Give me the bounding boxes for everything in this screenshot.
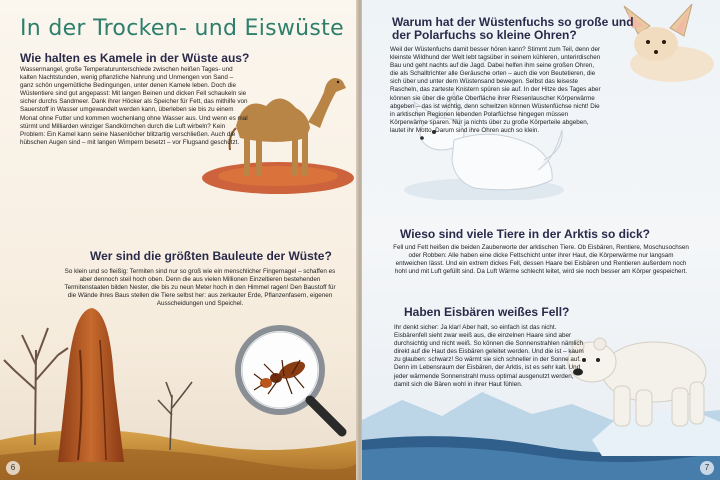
camel-heading: Wie halten es Kamele in der Wüste aus?	[20, 51, 250, 65]
arctic-text: Fell und Fett heißen die beiden Zauberworte der arktischen Tiere. Ob Eisbären, Rentiere, Moschusochsen oder Robben: Alle haben eine dicke Fettschicht unter ihrer Haut, die Körperwärme nur langsam entweichen lässt. Und ein extrem dickes Fell, dessen Haare bei Eisbären und Rentieren außerdem noch hohl und mit Luft gefüllt sind. Da Luft Wärme schlecht leitet, wird sie noch besser am Körper gespeichert.	[393, 244, 689, 276]
right-page	[362, 0, 720, 480]
termite-text: So klein und so fleißig: Termiten sind nur so groß wie ein menschlicher Fingernagel – schaffen es aber dennoch steil hoch oben. Denn die aus vielen Millionen Einzeltieren bestehenden Termitenstaaten bilden Nester, die bis zu neun Meter hoch in den Himmel ragen! Den Baustoff für die Wände ihres Baus stellen die Tiere selbst her: aus zerkauter Erde, Pflanzenfasern, eigenen Ausscheidungen und Speichel.	[64, 268, 336, 308]
savanna-illustration	[0, 290, 358, 480]
page-number-left: 6	[6, 461, 20, 475]
bear-heading: Haben Eisbären weißes Fell?	[404, 305, 570, 319]
polar-bear-illustration	[562, 320, 712, 430]
fox-text: Weil der Wüstenfuchs damit besser hören kann? Stimmt zum Teil, denn der kleinste Wildhund der Welt lebt tagsüber in seinem kühleren, unterirdischen Bau und geht nachts auf die Jagd. Dabei helfen ihm seine großen Ohren, die als Schalltrichter alle Geräusche orten – auch die von Beutetieren, die sich über und unter dem Wüstensand bewegen. Selbst das leiseste Rascheln, das zarteste Knistern spüren sie auf. In der Hitze des Tages aber können sie über die große Oberfläche ihrer Riesenlauscher Körperwärme abgeben – das ist wichtig, denn schwitzen können Wüstenfüchse nicht! Die in arktischen Regionen lebenden Polarfüchse hingegen müssen Körperwärme sparen. Nur ja nichts über zu große Körperteile abgeben, lautet ihr Motto. Darum sind ihre Ohren auch so klein.	[390, 46, 601, 134]
camel-text: Wassermangel, große Temperaturunterschiede zwischen heißen Tages- und kalten Nachtstunden, wenig pflanzliche Nahrung und Unmengen von Sand – ganz schön ungemütliche Bedingungen, unter denen Kamele leben. Doch die Wüstentiere sind gut angepasst: Mit langen Beinen und dicken Fell schaukeln sie sicher durchs Sandmeer. Dank ihrer Höcker als Speicher für Fett, das mithilfe von Sauerstoff in Wasser umgewandelt werden kann, überleben sie bis zu einem Monat ohne Futter und kommen wochenlang ohne Wasser aus. Und wenn es mal stürmt und Milliarden winziger Sandkörnchen durch die Luft wirbeln? Kein Problem: Ein Kamel kann seine Nasenlöcher blitzartig verschließen. Auch die hübschen Augen sind – mit langen Wimpern besetzt – vor Flugsand geschützt.	[20, 66, 248, 146]
fox-heading: Warum hat der Wüstenfuchs so große und der Polarfuchs so kleine Ohren?	[392, 15, 634, 42]
left-page	[0, 0, 358, 480]
arctic-heading: Wieso sind viele Tiere in der Arktis so dick?	[400, 227, 650, 241]
page-number-right: 7	[700, 461, 714, 475]
termite-heading: Wer sind die größten Bauleute der Wüste?	[90, 249, 332, 263]
spread-title: In der Trocken- und Eiswüste	[20, 16, 344, 41]
bear-text: Ihr denkt sicher: Ja klar! Aber halt, so einfach ist das nicht. Eisbärenfell sieht zwar weiß aus, die einzelnen Haare sind aber durchsichtig und nicht weiß. So können die Sonnenstrahlen nämlich direkt auf die Haut des Eisbären geleitet werden. Und die ist – kaum zu glauben: schwarz! So wärmt sie sich schneller in der Sonne auf. Denn im Lebensraum der Eisbären, der Arktis, ist es sehr kalt. Und jeder wärmende Sonnenstrahl muss optimal ausgenutzt werden, damit sich die Bären wohl in ihrer Haut fühlen.	[394, 324, 584, 388]
